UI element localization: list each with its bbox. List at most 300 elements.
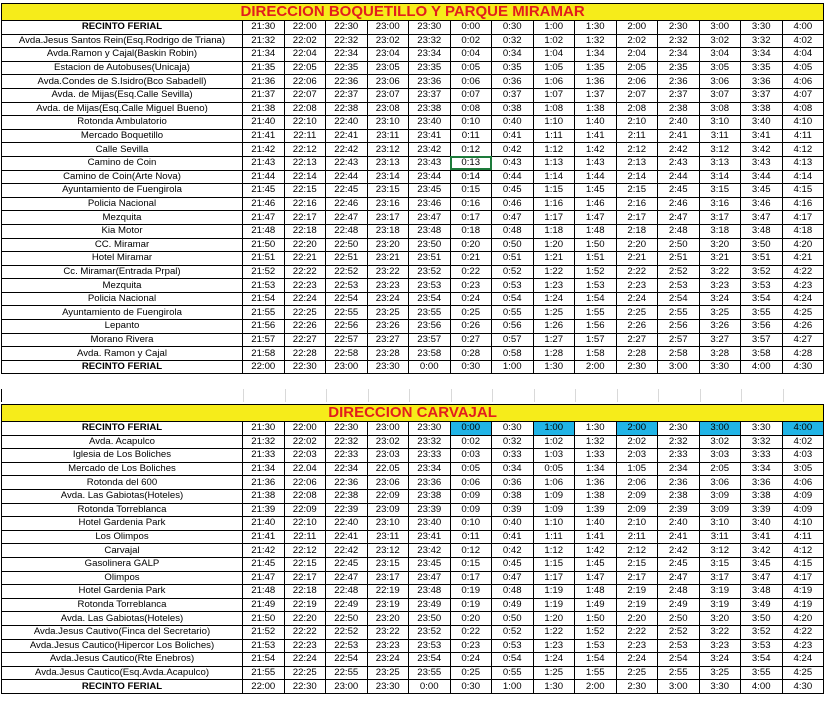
time-cell[interactable]: 23:57 [409,333,451,347]
time-cell[interactable]: 4:00 [741,680,783,694]
time-cell[interactable]: 23:38 [409,102,451,116]
time-cell[interactable]: 23:52 [409,625,451,639]
time-cell[interactable]: 4:17 [782,211,824,225]
time-cell[interactable]: 2:41 [658,530,700,544]
time-cell[interactable]: 21:49 [243,598,285,612]
time-cell[interactable]: 22:03 [284,449,326,463]
time-cell[interactable]: 22:05 [284,61,326,75]
time-cell[interactable]: 21:43 [243,156,285,170]
time-cell[interactable]: 3:47 [741,571,783,585]
time-cell[interactable]: 23:53 [409,639,451,653]
time-cell[interactable]: 21:38 [243,102,285,116]
time-cell[interactable]: 23:08 [367,102,409,116]
time-cell[interactable]: 1:24 [533,653,575,667]
time-cell[interactable]: 23:22 [367,265,409,279]
time-cell[interactable]: 22:10 [284,116,326,130]
time-cell[interactable]: 22:37 [326,88,368,102]
time-cell[interactable]: 0:19 [450,598,492,612]
time-cell[interactable]: 22:52 [326,265,368,279]
time-cell[interactable]: 2:50 [658,612,700,626]
time-cell[interactable]: 0:24 [450,292,492,306]
time-cell[interactable]: 2:48 [658,585,700,599]
time-cell[interactable]: 1:33 [575,449,617,463]
time-cell[interactable]: 3:15 [699,557,741,571]
time-cell[interactable]: 3:00 [699,21,741,35]
time-cell[interactable]: 0:23 [450,639,492,653]
time-cell[interactable]: 22:28 [284,347,326,361]
time-cell[interactable]: 0:52 [492,265,534,279]
time-cell[interactable]: 22:23 [284,639,326,653]
time-cell[interactable]: 22:53 [326,639,368,653]
time-cell[interactable]: 1:07 [533,88,575,102]
time-cell[interactable]: 0:54 [492,653,534,667]
time-cell[interactable]: 2:55 [658,666,700,680]
time-cell[interactable]: 3:40 [741,116,783,130]
time-cell[interactable]: 21:58 [243,347,285,361]
time-cell[interactable]: 3:36 [741,75,783,89]
time-cell[interactable]: 1:43 [575,156,617,170]
time-cell[interactable]: 1:17 [533,571,575,585]
time-cell[interactable]: 0:11 [450,530,492,544]
time-cell[interactable]: 1:30 [575,422,617,436]
time-cell[interactable]: 23:25 [367,306,409,320]
time-cell[interactable]: 2:25 [616,306,658,320]
time-cell[interactable]: 3:30 [741,422,783,436]
time-cell[interactable]: 2:38 [658,102,700,116]
time-cell[interactable]: 22:06 [284,476,326,490]
time-cell[interactable]: 23:44 [409,170,451,184]
time-cell[interactable]: 22:09 [284,503,326,517]
time-cell[interactable]: 3:42 [741,544,783,558]
time-cell[interactable]: 2:42 [658,143,700,157]
time-cell[interactable]: 3:57 [741,333,783,347]
stop-name-cell[interactable]: Rotonda Ambulatorio [2,116,243,130]
time-cell[interactable]: 21:46 [243,197,285,211]
time-cell[interactable]: 1:18 [533,224,575,238]
time-cell[interactable]: 0:25 [450,666,492,680]
time-cell[interactable]: 23:22 [367,625,409,639]
time-cell[interactable]: 0:38 [492,102,534,116]
time-cell[interactable]: 2:45 [658,184,700,198]
time-cell[interactable]: 0:27 [450,333,492,347]
time-cell[interactable]: 23:15 [367,184,409,198]
time-cell[interactable]: 2:08 [616,102,658,116]
time-cell[interactable]: 3:09 [699,503,741,517]
time-cell[interactable]: 22:17 [284,211,326,225]
time-cell[interactable]: 0:36 [492,476,534,490]
time-cell[interactable]: 23:48 [409,585,451,599]
time-cell[interactable]: 2:11 [616,530,658,544]
time-cell[interactable]: 2:17 [616,571,658,585]
time-cell[interactable]: 4:06 [782,75,824,89]
time-cell[interactable]: 1:32 [575,34,617,48]
time-cell[interactable]: 21:50 [243,238,285,252]
time-cell[interactable]: 21:34 [243,462,285,476]
time-cell[interactable]: 23:53 [409,279,451,293]
time-cell[interactable]: 21:30 [243,21,285,35]
time-cell[interactable]: 23:10 [367,517,409,531]
time-cell[interactable]: 22:39 [326,503,368,517]
time-cell[interactable]: 0:32 [492,34,534,48]
time-cell[interactable]: 0:53 [492,279,534,293]
time-cell[interactable]: 0:03 [450,449,492,463]
time-cell[interactable]: 1:37 [575,88,617,102]
time-cell[interactable]: 21:47 [243,571,285,585]
stop-name-cell[interactable]: Avda.Jesus Cautico(Rte Enebros) [2,653,243,667]
time-cell[interactable]: 23:24 [367,653,409,667]
time-cell[interactable]: 1:45 [575,184,617,198]
time-cell[interactable]: 3:53 [741,639,783,653]
time-cell[interactable]: 0:40 [492,517,534,531]
time-cell[interactable]: 2:00 [575,360,617,374]
time-cell[interactable]: 2:19 [616,585,658,599]
time-cell[interactable]: 23:12 [367,143,409,157]
time-cell[interactable]: 23:02 [367,34,409,48]
time-cell[interactable]: 1:02 [533,34,575,48]
time-cell[interactable]: 2:24 [616,653,658,667]
time-cell[interactable]: 22:08 [284,102,326,116]
time-cell[interactable]: 23:30 [409,21,451,35]
time-cell[interactable]: 1:47 [575,571,617,585]
time-cell[interactable]: 22:12 [284,544,326,558]
time-cell[interactable]: 3:52 [741,625,783,639]
time-cell[interactable]: 23:48 [409,224,451,238]
time-cell[interactable]: 1:23 [533,279,575,293]
time-cell[interactable]: 3:44 [741,170,783,184]
time-cell[interactable]: 2:10 [616,517,658,531]
time-cell[interactable]: 2:30 [658,21,700,35]
time-cell[interactable]: 4:19 [782,585,824,599]
time-cell[interactable]: 4:21 [782,252,824,266]
time-cell[interactable]: 22:24 [284,653,326,667]
time-cell[interactable]: 4:00 [741,360,783,374]
time-cell[interactable]: 0:37 [492,88,534,102]
time-cell[interactable]: 1:11 [533,129,575,143]
time-cell[interactable]: 3:12 [699,544,741,558]
time-cell[interactable]: 22:11 [284,530,326,544]
time-cell[interactable]: 4:30 [782,680,824,694]
time-cell[interactable]: 22:07 [284,88,326,102]
time-cell[interactable]: 22:56 [326,320,368,334]
time-cell[interactable]: 1:02 [533,435,575,449]
time-cell[interactable]: 22:30 [326,21,368,35]
time-cell[interactable]: 21:52 [243,265,285,279]
time-cell[interactable]: 22:00 [284,422,326,436]
time-cell[interactable]: 3:49 [741,598,783,612]
time-cell[interactable]: 4:04 [782,48,824,62]
time-cell[interactable]: 0:48 [492,585,534,599]
time-cell[interactable]: 3:00 [658,360,700,374]
time-cell[interactable]: 3:33 [741,449,783,463]
time-cell[interactable]: 23:25 [367,666,409,680]
time-cell[interactable]: 23:42 [409,143,451,157]
time-cell[interactable]: 22:34 [326,462,368,476]
time-cell[interactable]: 22:04 [284,48,326,62]
stop-name-cell[interactable]: RECINTO FERIAL [2,21,243,35]
time-cell[interactable]: 1:38 [575,102,617,116]
stop-name-cell[interactable]: Camino de Coin [2,156,243,170]
time-cell[interactable]: 2:13 [616,156,658,170]
time-cell[interactable]: 0:28 [450,347,492,361]
time-cell[interactable]: 2:09 [616,503,658,517]
time-cell[interactable]: 4:27 [782,333,824,347]
time-cell[interactable]: 2:30 [616,360,658,374]
time-cell[interactable]: 0:06 [450,476,492,490]
time-cell[interactable]: 3:37 [741,88,783,102]
time-cell[interactable]: 1:05 [616,462,658,476]
time-cell[interactable]: 22:25 [284,306,326,320]
time-cell[interactable]: 22:51 [326,252,368,266]
time-cell[interactable]: 3:30 [699,680,741,694]
time-cell[interactable]: 21:35 [243,61,285,75]
time-cell[interactable]: 23:06 [367,476,409,490]
time-cell[interactable]: 2:23 [616,279,658,293]
time-cell[interactable]: 22:22 [284,265,326,279]
time-cell[interactable]: 1:36 [575,75,617,89]
stop-name-cell[interactable]: Ayuntamiento de Fuengirola [2,306,243,320]
time-cell[interactable]: 2:23 [616,639,658,653]
time-cell[interactable]: 2:00 [575,680,617,694]
time-cell[interactable]: 3:20 [699,238,741,252]
time-cell[interactable]: 3:51 [741,252,783,266]
time-cell[interactable]: 4:24 [782,653,824,667]
time-cell[interactable]: 0:56 [492,320,534,334]
time-cell[interactable]: 23:49 [409,598,451,612]
time-cell[interactable]: 2:28 [616,347,658,361]
time-cell[interactable]: 23:47 [409,571,451,585]
time-cell[interactable]: 1:22 [533,265,575,279]
time-cell[interactable]: 22:42 [326,544,368,558]
time-cell[interactable]: 3:16 [699,197,741,211]
time-cell[interactable]: 4:08 [782,102,824,116]
time-cell[interactable]: 2:05 [699,462,741,476]
time-cell[interactable]: 23:07 [367,88,409,102]
time-cell[interactable]: 0:15 [450,557,492,571]
time-cell[interactable]: 2:18 [616,224,658,238]
time-cell[interactable]: 0:05 [533,462,575,476]
time-cell[interactable]: 2:42 [658,544,700,558]
stop-name-cell[interactable]: Lepanto [2,320,243,334]
time-cell[interactable]: 23:23 [367,639,409,653]
time-cell[interactable]: 22:21 [284,252,326,266]
time-cell[interactable]: 0:00 [450,422,492,436]
time-cell[interactable]: 23:37 [409,88,451,102]
time-cell[interactable]: 1:50 [575,238,617,252]
time-cell[interactable]: 22:41 [326,129,368,143]
time-cell[interactable]: 22:44 [326,170,368,184]
time-cell[interactable]: 23:30 [367,680,409,694]
time-cell[interactable]: 1:55 [575,306,617,320]
time-cell[interactable]: 4:13 [782,156,824,170]
time-cell[interactable]: 3:46 [741,197,783,211]
time-cell[interactable]: 3:20 [699,612,741,626]
stop-name-cell[interactable]: Mezquita [2,279,243,293]
time-cell[interactable]: 2:20 [616,238,658,252]
stop-name-cell[interactable]: Avda.Jesus Cautivo(Finca del Secretario) [2,625,243,639]
time-cell[interactable]: 0:47 [492,571,534,585]
time-cell[interactable]: 23:00 [326,680,368,694]
time-cell[interactable]: 3:55 [741,306,783,320]
time-cell[interactable]: 3:39 [741,503,783,517]
time-cell[interactable]: 22:41 [326,530,368,544]
time-cell[interactable]: 1:42 [575,143,617,157]
time-cell[interactable]: 1:00 [533,422,575,436]
time-cell[interactable]: 22:06 [284,75,326,89]
time-cell[interactable]: 2:21 [616,252,658,266]
time-cell[interactable]: 0:17 [450,211,492,225]
time-cell[interactable]: 1:09 [533,503,575,517]
time-cell[interactable]: 4:05 [782,61,824,75]
time-cell[interactable]: 23:17 [367,211,409,225]
time-cell[interactable]: 22:18 [284,585,326,599]
time-cell[interactable]: 3:27 [699,333,741,347]
time-cell[interactable]: 3:25 [699,666,741,680]
time-cell[interactable]: 1:25 [533,306,575,320]
time-cell[interactable]: 23:00 [367,422,409,436]
time-cell[interactable]: 23:12 [367,544,409,558]
time-cell[interactable]: 23:55 [409,666,451,680]
time-cell[interactable]: 1:10 [533,517,575,531]
time-cell[interactable]: 1:28 [533,347,575,361]
time-cell[interactable]: 3:26 [699,320,741,334]
time-cell[interactable]: 1:11 [533,530,575,544]
time-cell[interactable]: 23:56 [409,320,451,334]
time-cell[interactable]: 0:50 [492,612,534,626]
time-cell[interactable]: 1:19 [533,585,575,599]
time-cell[interactable]: 0:34 [492,462,534,476]
time-cell[interactable]: 0:30 [450,360,492,374]
time-cell[interactable]: 22:20 [284,238,326,252]
time-cell[interactable]: 3:34 [741,462,783,476]
time-cell[interactable]: 2:22 [616,625,658,639]
time-cell[interactable]: 23:30 [367,360,409,374]
time-cell[interactable]: 21:50 [243,612,285,626]
time-cell[interactable]: 2:43 [658,156,700,170]
time-cell[interactable]: 22:24 [284,292,326,306]
time-cell[interactable]: 3:06 [699,75,741,89]
stop-name-cell[interactable]: Calle Sevilla [2,143,243,157]
time-cell[interactable]: 1:24 [533,292,575,306]
time-cell[interactable]: 1:00 [533,21,575,35]
time-cell[interactable]: 1:12 [533,544,575,558]
time-cell[interactable]: 3:47 [741,211,783,225]
time-cell[interactable]: 22:11 [284,129,326,143]
time-cell[interactable]: 3:41 [741,530,783,544]
time-cell[interactable]: 3:05 [699,61,741,75]
time-cell[interactable]: 1:42 [575,544,617,558]
time-cell[interactable]: 1:52 [575,625,617,639]
time-cell[interactable]: 3:50 [741,612,783,626]
time-cell[interactable]: 22:52 [326,625,368,639]
time-cell[interactable]: 2:04 [616,48,658,62]
time-cell[interactable]: 23:50 [409,612,451,626]
time-cell[interactable]: 2:55 [658,306,700,320]
time-cell[interactable]: 3:21 [699,252,741,266]
time-cell[interactable]: 0:04 [450,48,492,62]
stop-name-cell[interactable]: Estacion de Autobuses(Unicaja) [2,61,243,75]
time-cell[interactable]: 1:15 [533,184,575,198]
time-cell[interactable]: 0:17 [450,571,492,585]
time-cell[interactable]: 3:48 [741,224,783,238]
time-cell[interactable]: 3:55 [741,666,783,680]
time-cell[interactable]: 22:36 [326,476,368,490]
time-cell[interactable]: 23:10 [367,116,409,130]
time-cell[interactable]: 4:00 [782,21,824,35]
time-cell[interactable]: 23:41 [409,129,451,143]
time-cell[interactable]: 3:54 [741,653,783,667]
time-cell[interactable]: 4:17 [782,571,824,585]
time-cell[interactable]: 1:14 [533,170,575,184]
time-cell[interactable]: 0:41 [492,129,534,143]
time-cell[interactable]: 22:18 [284,224,326,238]
time-cell[interactable]: 21:33 [243,449,285,463]
time-cell[interactable]: 22:40 [326,517,368,531]
time-cell[interactable]: 1:57 [575,333,617,347]
time-cell[interactable]: 22:48 [326,224,368,238]
time-cell[interactable]: 22:45 [326,184,368,198]
time-cell[interactable]: 2:30 [616,680,658,694]
time-cell[interactable]: 1:17 [533,211,575,225]
time-cell[interactable]: 21:47 [243,211,285,225]
time-cell[interactable]: 1:40 [575,517,617,531]
time-cell[interactable]: 21:42 [243,143,285,157]
time-cell[interactable]: 22:38 [326,489,368,503]
time-cell[interactable]: 21:41 [243,530,285,544]
time-cell[interactable]: 21:32 [243,34,285,48]
time-cell[interactable]: 23:54 [409,292,451,306]
time-cell[interactable]: 1:41 [575,129,617,143]
time-cell[interactable]: 4:25 [782,666,824,680]
time-cell[interactable]: 21:48 [243,224,285,238]
time-cell[interactable]: 2:33 [658,449,700,463]
time-cell[interactable]: 23:36 [409,476,451,490]
time-cell[interactable]: 1:41 [575,530,617,544]
time-cell[interactable]: 1:27 [533,333,575,347]
time-cell[interactable]: 23:45 [409,184,451,198]
time-cell[interactable]: 4:02 [782,34,824,48]
time-cell[interactable]: 1:00 [492,680,534,694]
time-cell[interactable]: 1:55 [575,666,617,680]
time-cell[interactable]: 3:11 [699,530,741,544]
time-cell[interactable]: 23:14 [367,170,409,184]
time-cell[interactable]: 2:39 [658,503,700,517]
time-cell[interactable]: 3:23 [699,639,741,653]
time-cell[interactable]: 21:53 [243,639,285,653]
time-cell[interactable]: 2:32 [658,435,700,449]
time-cell[interactable]: 1:20 [533,238,575,252]
time-cell[interactable]: 3:45 [741,557,783,571]
time-cell[interactable]: 2:07 [616,88,658,102]
time-cell[interactable]: 0:51 [492,252,534,266]
time-cell[interactable]: 4:11 [782,129,824,143]
time-cell[interactable]: 3:03 [699,449,741,463]
stop-name-cell[interactable]: Hotel Gardenia Park [2,585,243,599]
time-cell[interactable]: 3:00 [699,422,741,436]
time-cell[interactable]: 2:09 [616,489,658,503]
time-cell[interactable]: 2:50 [658,238,700,252]
time-cell[interactable]: 3:41 [741,129,783,143]
time-cell[interactable]: 3:23 [699,279,741,293]
time-cell[interactable]: 1:56 [575,320,617,334]
time-cell[interactable]: 22:30 [284,680,326,694]
time-cell[interactable]: 1:30 [533,680,575,694]
time-cell[interactable]: 21:55 [243,666,285,680]
stop-name-cell[interactable]: Avda. Las Gabiotas(Hoteles) [2,489,243,503]
time-cell[interactable]: 1:00 [492,360,534,374]
stop-name-cell[interactable]: Morano Rivera [2,333,243,347]
time-cell[interactable]: 1:46 [575,197,617,211]
time-cell[interactable]: 3:45 [741,184,783,198]
